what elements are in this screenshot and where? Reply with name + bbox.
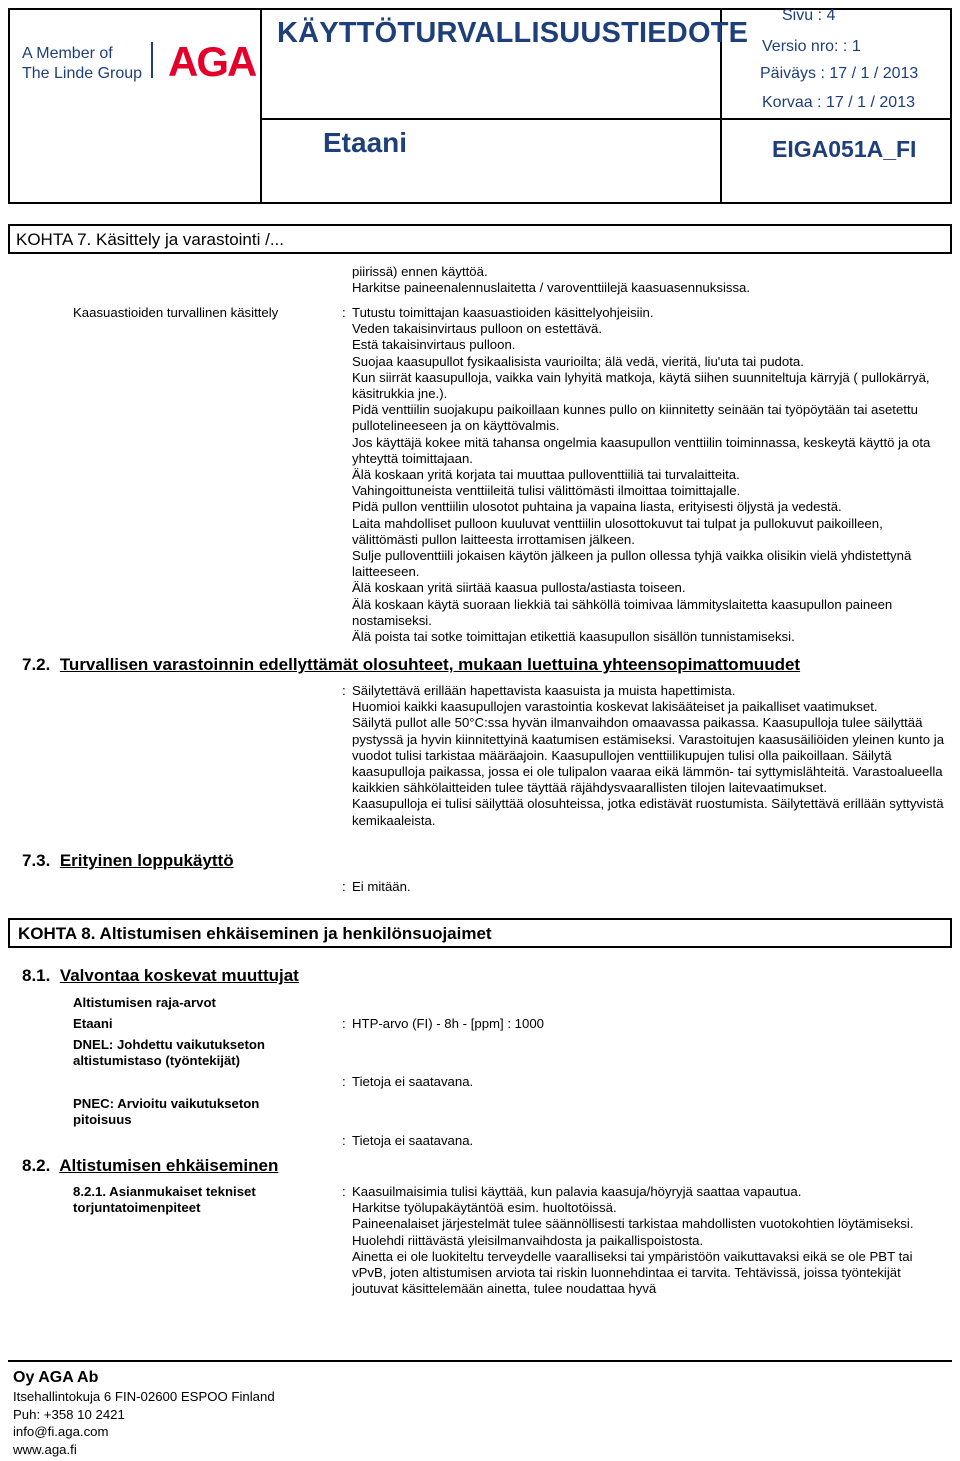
section-7-3-text: Ei mitään. xyxy=(352,879,411,894)
logo-separator xyxy=(151,42,153,78)
section7-title: KOHTA 7. Käsittely ja varastointi /... xyxy=(16,230,285,249)
linde-member-text: A Member of The Linde Group xyxy=(22,45,143,82)
section-8-2-1-text: Kaasuilmaisimia tulisi käyttää, kun palavia kaasuja/höyryjä saattaa vapautua. Harkitse työlupakäytäntöä esim. huoltotöissä. Paineenalaiset järjestelmät tulee säännöllisesti tarkistaa mahdollisten vuotokohtien löytämiseksi. Huolehdi riittävästä yleisilmanvaihdosta ja paikallispoistosta. Ainetta ei ole luokiteltu terveydelle vaaralliseksi tai ympäristöön vaikuttavaksi eikä se ole PBT tai vPvB, joten altistumisen arviota tai riskin luonnehdintaa ei tarvita. Tehtävissä, joissa työntekijät joutuvat käsittelemään ainetta, tulee noudattaa hyvä xyxy=(352,1184,914,1297)
header-divider-left xyxy=(260,8,262,204)
pnec-label: PNEC: Arvioitu vaikutukseton pitoisuus xyxy=(73,1096,260,1128)
safe-handling-text: Tutustu toimittajan kaasuastioiden käsittelyohjeisiin. Veden takaisinvirtaus pulloon on estettävä. Estä takaisinvirtaus pulloon. Suojaa kaasupullot fysikaalisista vaurioilta; älä vedä, vieritä, liu'uta tai pudota. Kun siirrät kaasupulloja, vaikka vain lyhyitä matkoja, käytä siihen suunniteltuja kärryjä ( pullokärryä, käsitrukkia jne.). Pidä venttiilin suojakupu paikoillaan kunnes pullo on kiinnitetty seinään tai työpöytään tai asetettu pullotelineeseen ja on käyttövalmis. Jos käyttäjä kokee mitä tahansa ongelmia kaasupullon venttiilin toiminnassa, keskeytä käyttö ja ota yhteyttä toimittajaan. Älä koskaan yritä korjata tai muuttaa pulloventtiiliä tai turvalaitteita. Vahingoittuneista venttiileitä tulisi välittömästi ilmoittaa toimittajalle. Pidä pullon venttiilin ulosotot puhtaina ja vapaina liasta, erityisesti öljystä ja vedestä. Laita mahdolliset pulloon kuuluvat venttiilin ulosottokuvut tai tulpat ja pullokuvut paikoilleen, välittömästi pullon laitteesta irrottamisen jälkeen. Sulje pulloventtiili jokaisen käytön jälkeen ja pullon ollessa tyhjä vaikka olisikin vielä yhdistettynä laitteeseen. Älä koskaan yritä siirtää kaasua pullosta/astiasta toiseen. Älä koskaan käytä suoraan liekkiä tai sähköllä toimivaa lämmityslaitetta kaasupullon paineen nostamiseksi. Älä poista tai sotke toimittajan etikettiä kaasupullon sisällön tunnistamiseksi. xyxy=(352,305,931,645)
section-8-2-1-label: 8.2.1. Asianmukaiset tekniset torjuntatoimenpiteet xyxy=(73,1184,256,1216)
pnec-value: Tietoja ei saatavana. xyxy=(352,1133,474,1148)
dnel-colon: : xyxy=(342,1074,346,1089)
footer-website[interactable]: www.aga.fi xyxy=(13,1441,77,1457)
aga-logo-mark xyxy=(168,36,256,85)
section-7-3-heading: 7.3. Erityinen loppukäyttö xyxy=(22,851,234,870)
version-number: Versio nro: : 1 xyxy=(762,38,861,55)
footer xyxy=(13,1368,275,1458)
section-7-2-heading: 7.2. Turvallisen varastoinnin edellyttämät olosuhteet, mukaan luettuina yhteensopimattomuudet xyxy=(22,655,801,674)
dnel-label: DNEL: Johdettu vaikutukseton altistumistaso (työntekijät) xyxy=(73,1037,265,1069)
footer-rule xyxy=(8,1360,952,1362)
footer-email[interactable]: info@fi.aga.com xyxy=(13,1424,109,1439)
replaces-date: Korvaa : 17 / 1 / 2013 xyxy=(762,94,915,111)
product-name: Etaani xyxy=(323,127,408,158)
section8-bar xyxy=(8,918,952,948)
section-7-2-colon: : xyxy=(342,683,346,698)
aga-logo xyxy=(168,36,256,85)
footer-company: Oy AGA Ab xyxy=(13,1369,99,1386)
exposure-limits-heading: Altistumisen raja-arvot xyxy=(73,995,216,1010)
issue-date: Päiväys : 17 / 1 / 2013 xyxy=(760,65,919,82)
svg-text:AGA: AGA xyxy=(168,38,256,85)
footer-address: Itsehallintokuja 6 FIN-02600 ESPOO Finland xyxy=(13,1389,275,1404)
section8-title: KOHTA 8. Altistumisen ehkäiseminen ja henkilönsuojaimet xyxy=(18,924,492,943)
section-8-2-1-colon: : xyxy=(342,1184,346,1199)
section-7-3-colon: : xyxy=(342,879,346,894)
header-divider-horizontal xyxy=(260,118,952,120)
safe-handling-colon: : xyxy=(342,305,346,320)
etaani-label: Etaani xyxy=(73,1016,113,1031)
footer-phone: Puh: +358 10 2421 xyxy=(13,1406,125,1422)
section-8-2-heading: 8.2. Altistumisen ehkäiseminen xyxy=(22,1156,279,1175)
etaani-colon: : xyxy=(342,1016,346,1031)
dnel-value: Tietoja ei saatavana. xyxy=(352,1074,474,1089)
page-number: Sivu : 4 xyxy=(782,7,836,24)
etaani-value: HTP-arvo (FI) - 8h - [ppm] : 1000 xyxy=(352,1016,545,1031)
pnec-colon: : xyxy=(342,1133,346,1148)
section-7-2-text: Säilytettävä erillään hapettavista kaasuista ja muista hapettimista. Huomioi kaikki kaasupullojen varastointia koskevat lakisääteiset ja paikalliset vaatimukset. Säilytä pullot alle 50°C:ssa hyvän ilmanvaihdon omaavassa paikassa. Kaasupulloja tulee säilyttää pystyssä ja hyvin kiinnitettyinä kaatumisen estämiseksi. Varastoitujen kaasusäiliöiden yleinen kunto ja vuodot tulisi tarkistaa määräajoin. Kaasupullojen venttiilikupujen tulisi olla paikoillaan. Säilytä kaasupulloja paikassa, jossa ei ole tulipalon vaaraa eikä lämmön- tai syttymislähteitä. Varastoalueella kaikkien sähkölaitteiden tulee täyttää räjähdysvaarallisten tilojen laitevaatimukset. Kaasupulloja ei tulisi säilyttää olosuhteissa, jotka edistävät ruostumista. Säilytettävä erillään syttyvistä kemikaaleista. xyxy=(352,683,945,828)
continued-text: piirissä) ennen käyttöä. Harkitse paineenalennuslaitetta / varoventtiilejä kaasuasennuksissa. xyxy=(352,264,751,296)
section-8-1-heading: 8.1. Valvontaa koskevat muuttujat xyxy=(22,966,299,985)
document-code: EIGA051A_FI xyxy=(772,136,917,162)
section7-bar xyxy=(8,224,952,254)
document-title: KÄYTTÖTURVALLISUUSTIEDOTE xyxy=(277,17,749,49)
safe-handling-label: Kaasuastioiden turvallinen käsittely xyxy=(73,305,279,320)
